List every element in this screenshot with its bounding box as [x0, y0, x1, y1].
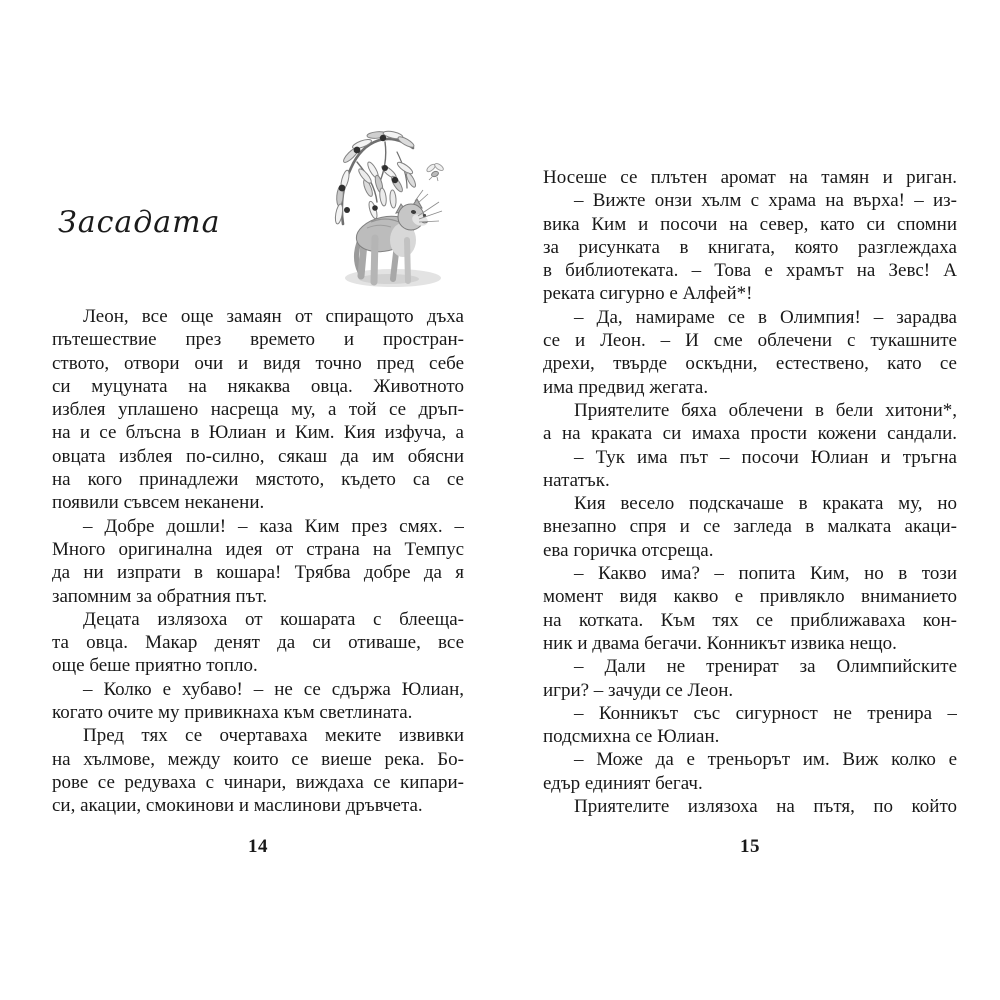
text-line: Приятелите бяха облечени в бели хитони*, [574, 399, 957, 421]
page-right-text [543, 166, 957, 818]
text-line: се и Леон. – И сме облечени с тукашните [543, 330, 957, 352]
text-line: на и се блъсна в Юлиан и Ким. Кия изфуча, а [52, 422, 464, 444]
text-line: си, акации, смокинови и маслинови дръвчета. [52, 795, 423, 817]
page-right [500, 0, 1000, 1000]
text-line: пътешествие през времето и простран- [52, 329, 464, 351]
text-line: рове се редуваха с чинари, виждаха се кипари- [52, 771, 464, 793]
text-line: – Добре дошли! – каза Ким през смях. – [83, 515, 464, 537]
text-line: Пред тях се очертаваха меките извивки [83, 725, 464, 747]
text-line: реката сигурно е Алфей*! [543, 283, 753, 305]
text-line: ева горичка отсреща. [543, 539, 714, 561]
text-line: вика Ким и посочи на север, като си спомни [543, 213, 957, 235]
text-line: момент видя какво е привлякло вниманието [543, 586, 957, 608]
text-line: Приятелите излязоха на пътя, по който [574, 796, 957, 818]
text-line: на кого принадлежи мястото, където са се [52, 469, 464, 491]
bee-icon [426, 162, 445, 181]
text-line: на котката. Към тях се приближаваха кон- [543, 609, 957, 631]
text-line: – Тук има път – посочи Юлиан и тръгна [574, 446, 957, 468]
text-line: появили съвсем неканени. [52, 492, 265, 514]
text-line: подсмихна се Юлиан. [543, 726, 720, 748]
text-line: да ни изпрати в кошара! Трябва добре да я [52, 562, 464, 584]
text-line: си муцуната на някаква овца. Животното [52, 375, 464, 397]
text-line: внезапно спря и се загледа в малката акаци- [543, 516, 957, 538]
cat-olive-branch-illustration [327, 122, 469, 296]
text-line: Децата излязоха от кошарата с блееща- [83, 608, 464, 630]
text-line: има предвид жегата. [543, 376, 709, 398]
text-line: на хълмове, между които се виеше река. Бо- [52, 748, 464, 770]
text-line: нататък. [543, 469, 610, 491]
text-line: – Какво има? – попита Ким, но в този [574, 563, 957, 585]
page-left-text [52, 305, 464, 818]
text-line: Много оригинална идея от страна на Темпус [52, 538, 464, 560]
page-number-right: 15 [740, 836, 760, 857]
text-line: запомним за обратния път. [52, 585, 268, 607]
text-line: едър единият бегач. [543, 772, 703, 794]
text-line: за рисунката в книгата, която разглеждаха [543, 236, 957, 258]
text-line: – Конникът със сигурност не тренира – [574, 702, 957, 724]
text-line: – Да, намираме се в Олимпия! – зарадва [574, 306, 957, 328]
text-line: – Колко е хубаво! – не се сдържа Юлиан, [83, 678, 464, 700]
text-line: овцата изблея по-силно, сякаш да им обясни [52, 445, 464, 467]
text-line: та овца. Макар денят да си отиваше, все [52, 632, 464, 654]
chapter-title: Засадата [58, 205, 221, 240]
text-line: – Дали не тренират за Олимпийските [574, 656, 957, 678]
text-line: – Вижте онзи хълм с храма на върха! – из- [574, 190, 957, 212]
text-line: изблея уплашено насреща му, а той се дръп- [52, 399, 464, 421]
text-line: ството, отвори очи и видя точно пред себе [52, 352, 464, 374]
text-line: – Може да е треньорът им. Виж колко е [574, 749, 957, 771]
page-number-left: 14 [248, 836, 268, 857]
text-line: Носеше се плътен аромат на тамян и риган. [543, 167, 957, 188]
text-line: Леон, все още замаян от спиращото дъха [83, 306, 464, 327]
text-line: когато очите му привикнаха към светлината. [52, 702, 413, 724]
text-line: в библиотеката. – Това е храмът на Зевс! А [543, 260, 957, 282]
text-line: Кия весело подскачаше в краката му, но [574, 493, 957, 515]
text-line: ник и двама бегачи. Конникът извика нещо. [543, 632, 897, 654]
text-line: а на краката си имаха прости кожени сандали. [543, 423, 957, 445]
cat [353, 190, 442, 282]
text-line: дрехи, твърде оскъдни, естествено, като се [543, 353, 957, 375]
text-line: още беше приятно топло. [52, 655, 258, 677]
text-line: игри? – зачуди се Леон. [543, 679, 734, 701]
illustration-svg [327, 122, 469, 296]
